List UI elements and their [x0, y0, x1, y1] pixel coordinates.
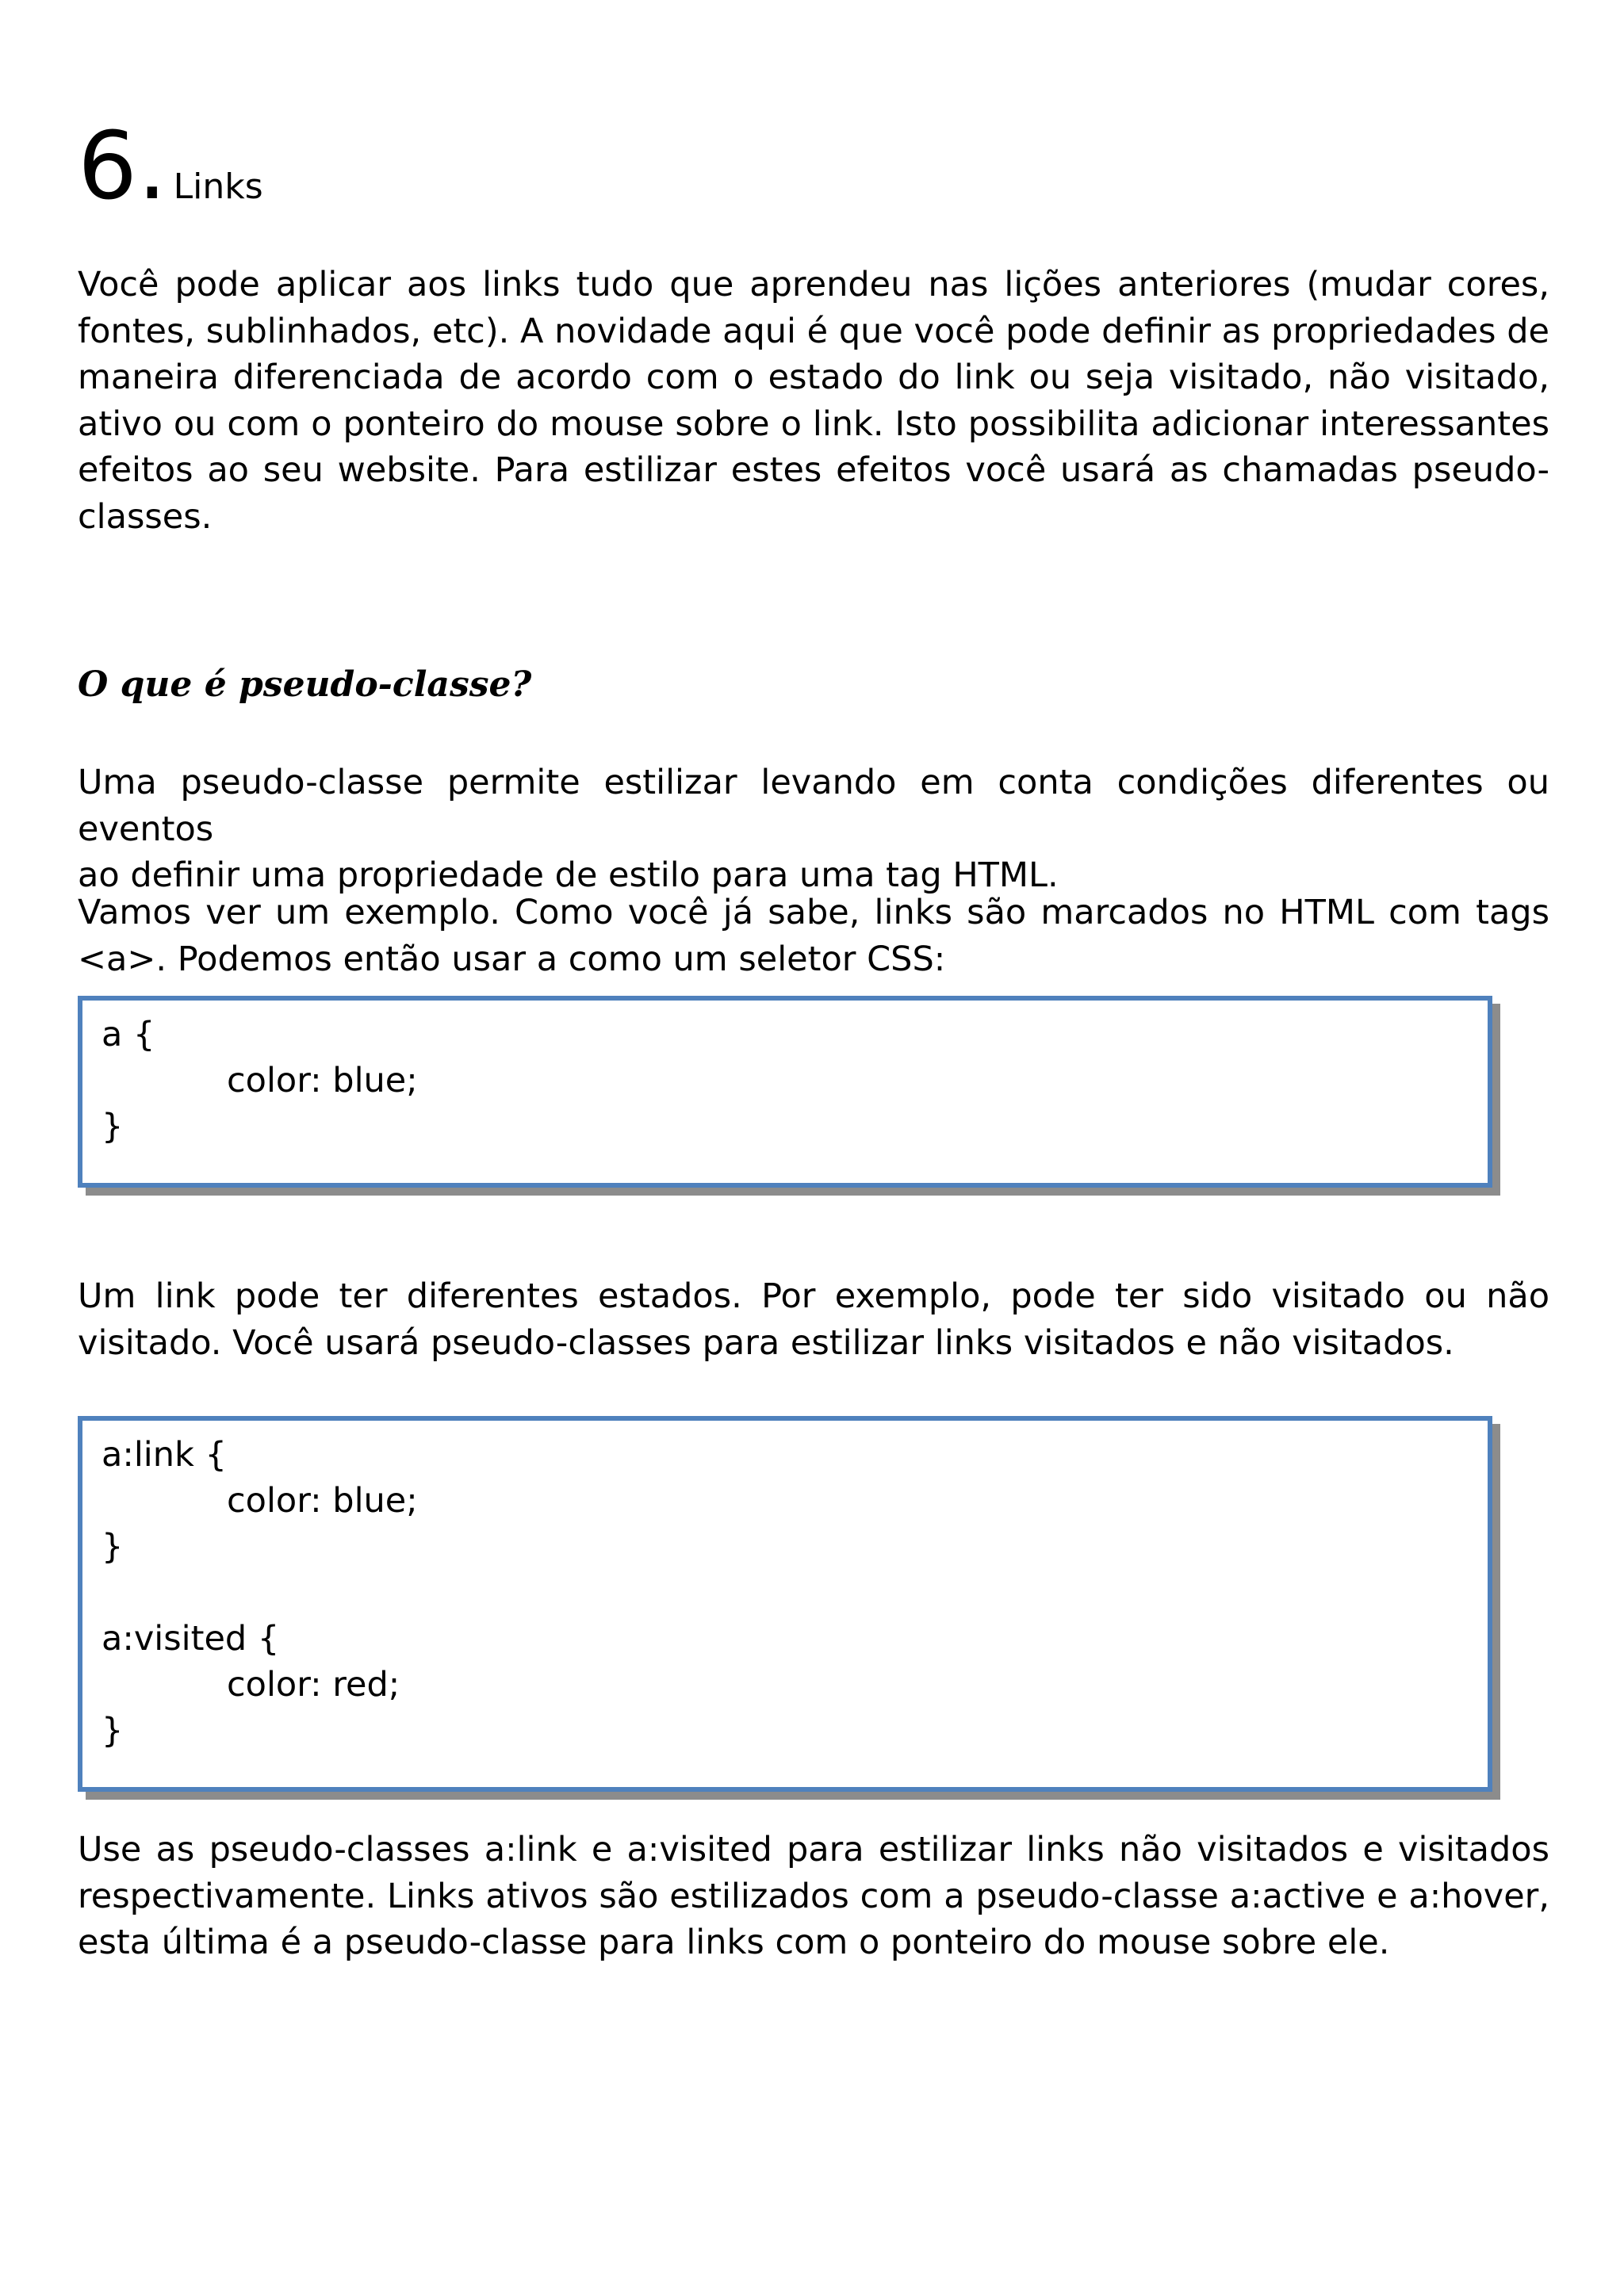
- states-paragraph: [78, 1273, 1549, 1366]
- example-intro-paragraph: [78, 890, 1549, 982]
- text-line: maneira diferenciada de acordo com o estado do link ou seja visitado, não visitado,: [78, 358, 1549, 397]
- code-line: color: blue;: [227, 1061, 418, 1100]
- chapter-heading: [78, 111, 263, 220]
- section-heading: O que é pseudo-classe?: [78, 664, 532, 705]
- code-line: }: [102, 1527, 124, 1567]
- code-line: color: blue;: [227, 1481, 418, 1521]
- chapter-title: Links: [173, 166, 263, 207]
- text-line: Você pode aplicar aos links tudo que aprendeu nas lições anteriores (mudar cores,: [78, 265, 1549, 304]
- code-line: a:link {: [102, 1435, 227, 1475]
- code-line: }: [102, 1107, 124, 1146]
- text-line: classes.: [78, 496, 213, 537]
- text-line: <a>. Podemos então usar a como um seletor CSS:: [78, 939, 946, 979]
- code-line: a {: [102, 1015, 155, 1054]
- code-line: color: red;: [227, 1665, 400, 1705]
- code-line: }: [102, 1711, 124, 1751]
- text-line: Vamos ver um exemplo. Como você já sabe, links são marcados no HTML com tags: [78, 893, 1549, 932]
- code-line: [102, 1570, 1488, 1616]
- closing-paragraph: [78, 1827, 1549, 1966]
- text-line: ao definir uma propriedade de estilo para uma tag HTML.: [78, 855, 1059, 895]
- text-line: visitado. Você usará pseudo-classes para estilizar links visitados e não visitados.: [78, 1322, 1454, 1363]
- intro-paragraph: [78, 262, 1549, 540]
- text-line: efeitos ao seu website. Para estilizar estes efeitos você usará as chamadas pseudo-: [78, 450, 1549, 490]
- text-line: fontes, sublinhados, etc). A novidade aqui é que você pode definir as propriedades de: [78, 311, 1549, 351]
- text-line: respectivamente. Links ativos são estilizados com a pseudo-classe a:active e a:hover,: [78, 1876, 1549, 1916]
- text-line: ativo ou com o ponteiro do mouse sobre o link. Isto possibilita adicionar interessantes: [78, 404, 1549, 444]
- text-line: Um link pode ter diferentes estados. Por exemplo, pode ter sido visitado ou não: [78, 1276, 1549, 1316]
- definition-paragraph: [78, 760, 1549, 899]
- text-line: Use as pseudo-classes a:link e a:visited para estilizar links não visitados e visitados: [78, 1830, 1549, 1869]
- code-block-pseudo-classes: [78, 1416, 1492, 1792]
- chapter-number: 6.: [78, 111, 167, 220]
- text-line: Uma pseudo-classe permite estilizar levando em conta condições diferentes ou eventos: [78, 763, 1549, 849]
- text-line: esta última é a pseudo-classe para links com o ponteiro do mouse sobre ele.: [78, 1923, 1390, 1962]
- code-block-selector: [78, 996, 1492, 1188]
- code-line: a:visited {: [102, 1619, 280, 1659]
